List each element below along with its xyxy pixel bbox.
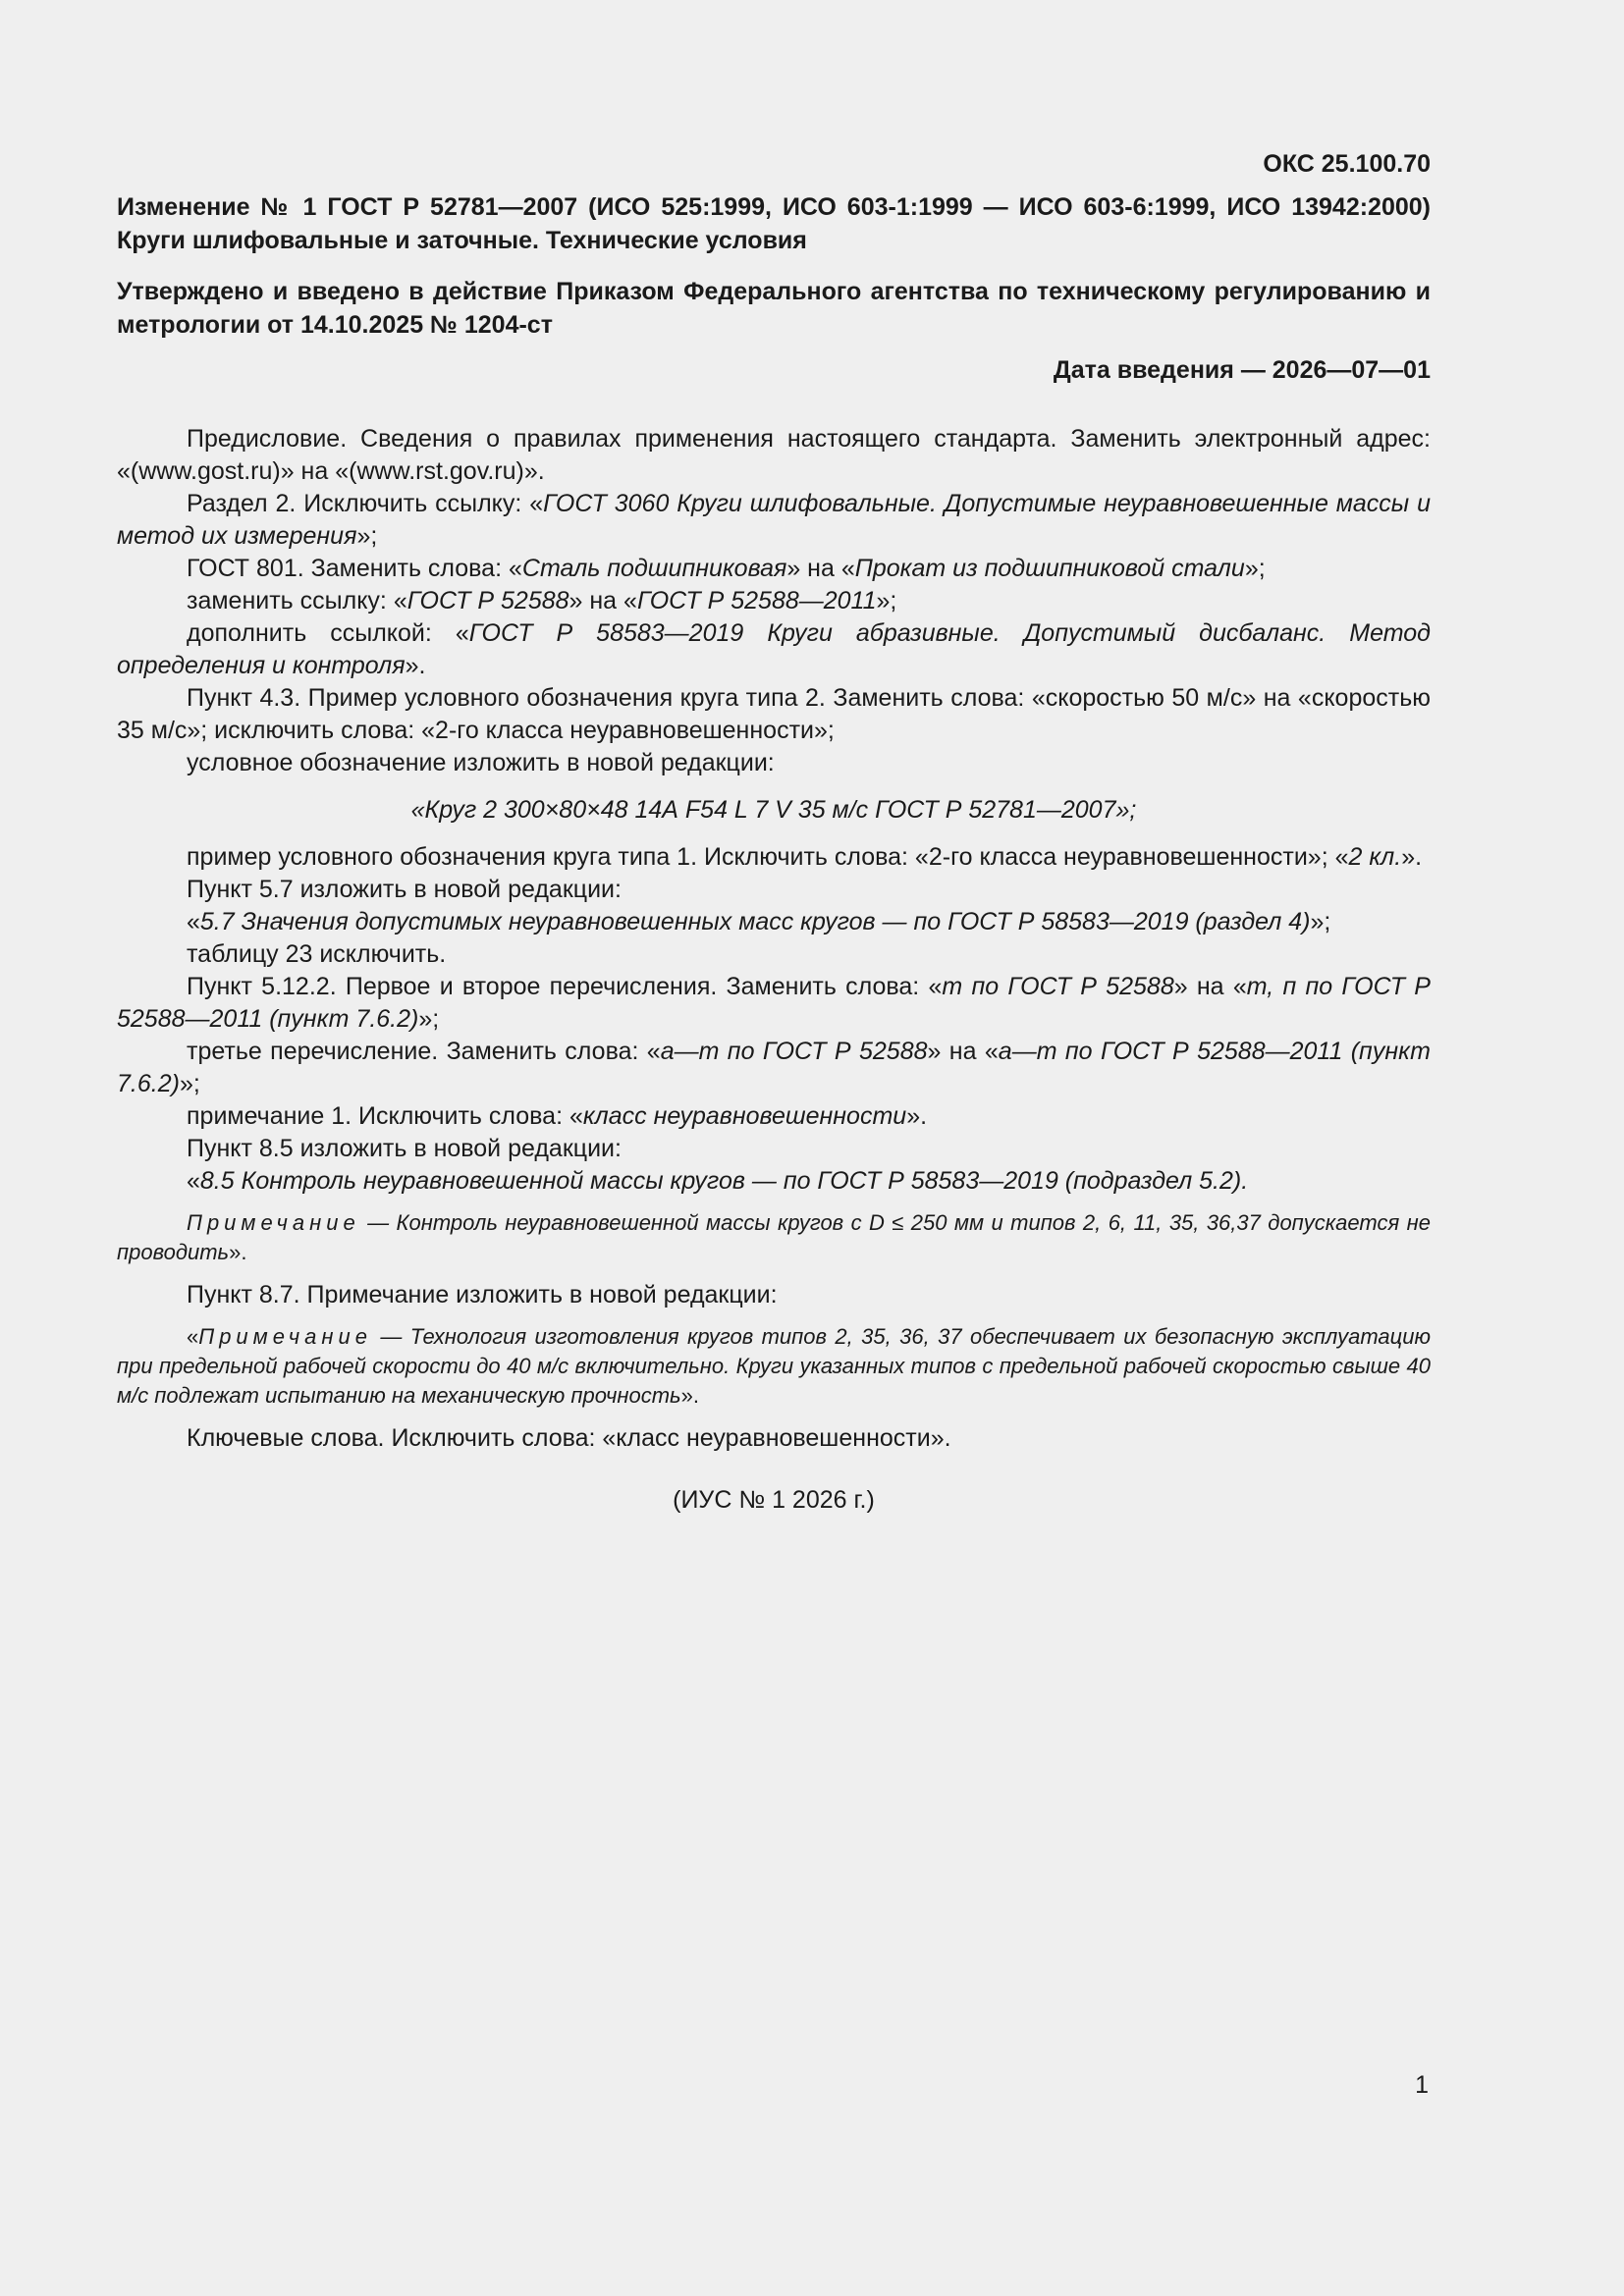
- paragraph-clause-4-3: Пункт 4.3. Пример условного обозначения круга типа 2. Заменить слова: «скоростью 50 м/с» на «скоростью 35 м/с»; исключить слова: «2-го класса неуравновешенности»;: [117, 684, 1431, 744]
- paragraph-table-23: таблицу 23 исключить.: [187, 940, 447, 968]
- paragraph-clause-5-7-text: «5.7 Значения допустимых неуравновешенных масс кругов — по ГОСТ Р 58583—2019 (раздел 4)»;: [187, 908, 1331, 935]
- page-number: 1: [1415, 2071, 1429, 2099]
- ius-reference: (ИУС № 1 2026 г.): [673, 1486, 875, 1514]
- document-content: [117, 147, 1431, 1517]
- paragraph-replace-reference: заменить ссылку: «ГОСТ Р 52588» на «ГОСТ Р 52588—2011»;: [187, 587, 897, 614]
- paragraph-designation-type-1: пример условного обозначения круга типа 1. Исключить слова: «2-го класса неуравновешенности»; «2 кл.».: [187, 843, 1423, 871]
- paragraph-third-listing: третье перечисление. Заменить слова: «а—т по ГОСТ Р 52588» на «а—т по ГОСТ Р 52588—2011 (пункт 7.6.2)»;: [117, 1038, 1431, 1097]
- paragraph-designation-intro: условное обозначение изложить в новой редакции:: [187, 749, 775, 776]
- paragraph-clause-5-7: Пункт 5.7 изложить в новой редакции:: [187, 876, 622, 903]
- paragraph-clause-5-12-2: Пункт 5.12.2. Первое и второе перечисления. Заменить слова: «т по ГОСТ Р 52588» на «т, п по ГОСТ Р 52588—2011 (пункт 7.6.2)»;: [117, 973, 1431, 1033]
- paragraph-clause-8-7: Пункт 8.7. Примечание изложить в новой редакции:: [187, 1281, 778, 1308]
- paragraph-keywords: Ключевые слова. Исключить слова: «класс неуравновешенности».: [187, 1424, 951, 1452]
- note-8-7: «Примечание — Технология изготовления кругов типов 2, 35, 36, 37 обеспечивает их безопасную эксплуатацию при предельной рабочей скорости до 40 м/с включительно. Круги указанных типов с предельной рабочей скоростью свыше 40 м/с подлежат испытанию на механическую прочность».: [117, 1324, 1431, 1408]
- approval-statement: Утверждено и введено в действие Приказом Федерального агентства по техническому регулированию и метрологии от 14.10.2025 № 1204-ст: [117, 278, 1431, 339]
- paragraph-gost-801: ГОСТ 801. Заменить слова: «Сталь подшипниковая» на «Прокат из подшипниковой стали»;: [187, 555, 1266, 582]
- paragraph-section-2: Раздел 2. Исключить ссылку: «ГОСТ 3060 Круги шлифовальные. Допустимые неуравновешенные массы и метод их измерения»;: [117, 490, 1431, 550]
- designation-example: «Круг 2 300×80×48 14А F54 L 7 V 35 м/с ГОСТ Р 52781—2007»;: [410, 796, 1137, 824]
- paragraph-clause-8-5: Пункт 8.5 изложить в новой редакции:: [187, 1135, 622, 1162]
- oks-code: ОКС 25.100.70: [1263, 150, 1431, 178]
- paragraph-clause-8-5-text: «8.5 Контроль неуравновешенной массы кругов — по ГОСТ Р 58583—2019 (подраздел 5.2).: [187, 1167, 1249, 1195]
- paragraph-note-1: примечание 1. Исключить слова: «класс неуравновешенности».: [187, 1102, 928, 1130]
- paragraph-preface: Предисловие. Сведения о правилах применения настоящего стандарта. Заменить электронный адрес: «(www.gost.ru)» на «(www.rst.gov.ru)».: [117, 425, 1431, 485]
- amendment-title: Изменение № 1 ГОСТ Р 52781—2007 (ИСО 525:1999, ИСО 603-1:1999 — ИСО 603-6:1999, ИСО 13942:2000) Круги шлифовальные и заточные. Технические условия: [117, 193, 1431, 254]
- document-body: [117, 423, 1431, 1455]
- paragraph-add-reference: дополнить ссылкой: «ГОСТ Р 58583—2019 Круги абразивные. Допустимый дисбаланс. Метод определения и контроля».: [117, 619, 1431, 679]
- effective-date: Дата введения — 2026—07—01: [1053, 356, 1431, 384]
- note-8-5: Примечание — Контроль неуравновешенной массы кругов с D ≤ 250 мм и типов 2, 6, 11, 35, 36,37 допускается не проводить».: [117, 1210, 1431, 1264]
